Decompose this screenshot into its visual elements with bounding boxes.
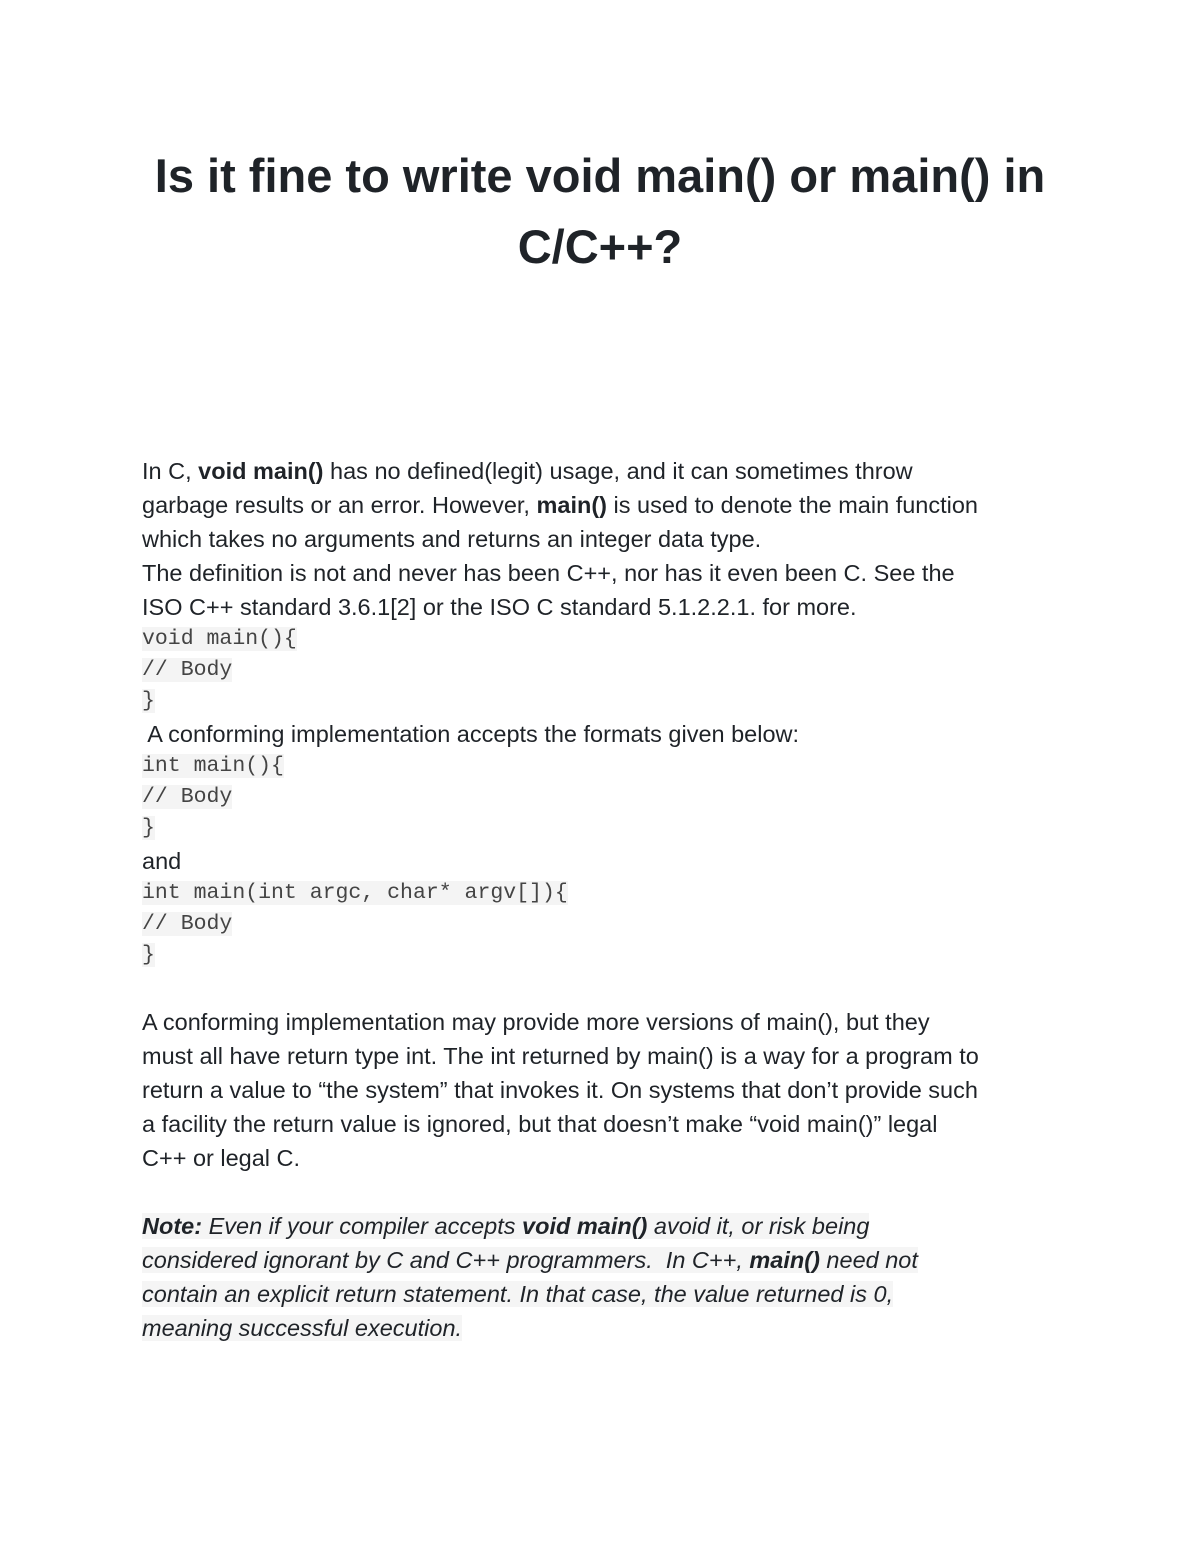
conforming-paragraph	[142, 1005, 1062, 1175]
note-text: need not	[819, 1247, 918, 1273]
note-text: considered ignorant by C and C++ programmers. In C++,	[142, 1247, 750, 1273]
code-line: // Body	[142, 658, 233, 682]
code-line: int main(){	[142, 754, 284, 778]
document-body	[142, 454, 1062, 1345]
definition-text: The definition is not and never has been C++, nor has it even been C. See the	[142, 560, 955, 586]
intro-bold-main: main()	[536, 492, 607, 518]
code-line: int main(int argc, char* argv[]){	[142, 881, 568, 905]
code-line: }	[142, 943, 155, 967]
code-line: // Body	[142, 912, 233, 936]
intro-text: which takes no arguments and returns an integer data type.	[142, 526, 762, 552]
intro-bold-void-main: void main()	[198, 458, 324, 484]
paragraph-line: must all have return type int. The int returned by main() is a way for a program to	[142, 1043, 979, 1069]
intro-text: In C,	[142, 458, 199, 484]
code-line: }	[142, 816, 155, 840]
definition-text: ISO C++ standard 3.6.1[2] or the ISO C standard 5.1.2.2.1. for more.	[142, 594, 857, 620]
title-block	[100, 140, 1100, 282]
intro-paragraph	[142, 454, 1062, 624]
paragraph-line: a facility the return value is ignored, but that doesn’t make “void main()” legal	[142, 1111, 938, 1137]
and-label: and	[142, 848, 182, 874]
intro-text: is used to denote the main function	[606, 492, 979, 518]
intro-text: garbage results or an error. However,	[142, 492, 537, 518]
paragraph-line: return a value to “the system” that invokes it. On systems that don’t provide such	[142, 1077, 978, 1103]
note-text: meaning successful execution.	[142, 1315, 463, 1341]
paragraph-line: C++ or legal C.	[142, 1145, 301, 1171]
intro-text: has no defined(legit) usage, and it can sometimes throw	[323, 458, 913, 484]
page-title	[100, 140, 1100, 282]
code-block-int-main-args	[142, 878, 1062, 971]
code-line: void main(){	[142, 627, 297, 651]
note-bold-void-main: void main()	[522, 1213, 648, 1239]
spacer	[142, 1175, 1062, 1209]
title-line-1: Is it fine to write void main() or main() in	[154, 149, 1046, 202]
code-block-int-main	[142, 751, 1062, 844]
paragraph-line: A conforming implementation may provide more versions of main(), but they	[142, 1009, 930, 1035]
note-text: contain an explicit return statement. In that case, the value returned is 0,	[142, 1281, 894, 1307]
spacer	[142, 971, 1062, 1005]
title-line-2: C/C++?	[517, 220, 683, 273]
code-line: }	[142, 689, 155, 713]
code-block-void-main	[142, 624, 1062, 717]
note-paragraph	[142, 1209, 1062, 1345]
note-text: avoid it, or risk being	[647, 1213, 870, 1239]
note-text: Even if your compiler accepts	[202, 1213, 523, 1239]
conforming-intro: A conforming implementation accepts the formats given below:	[142, 721, 800, 747]
code-line: // Body	[142, 785, 233, 809]
note-label: Note:	[142, 1213, 203, 1239]
note-bold-main: main()	[749, 1247, 820, 1273]
